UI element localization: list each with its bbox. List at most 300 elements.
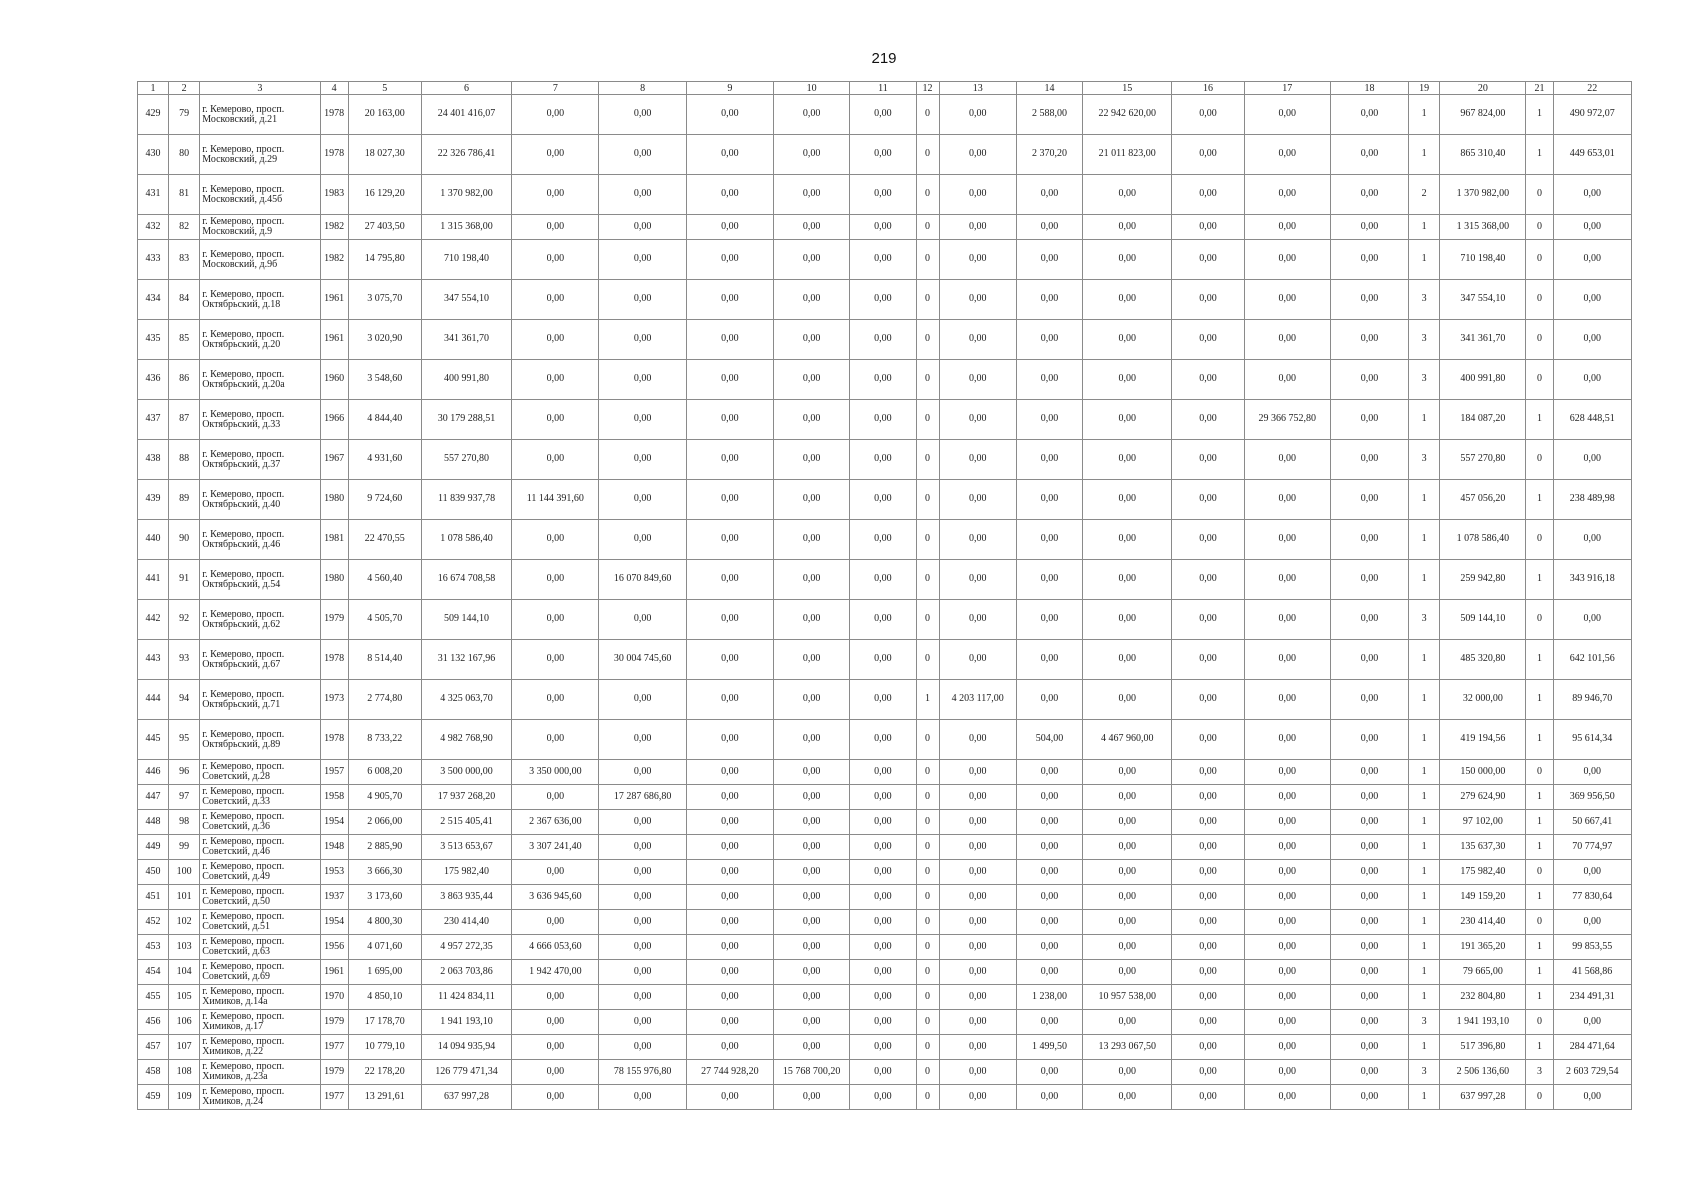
- column-header: 18: [1330, 82, 1408, 95]
- table-cell: 77 830,64: [1553, 885, 1631, 910]
- table-cell: 1: [1409, 560, 1440, 600]
- table-cell: 0,00: [1330, 680, 1408, 720]
- table-cell: 13 291,61: [348, 1085, 421, 1110]
- column-header: 7: [512, 82, 599, 95]
- table-cell: 517 396,80: [1440, 1035, 1526, 1060]
- table-cell: 446: [138, 760, 169, 785]
- table-cell: 0,00: [850, 480, 916, 520]
- table-cell: 0,00: [1083, 440, 1172, 480]
- table-cell: 11 424 834,11: [421, 985, 511, 1010]
- table-cell: 0,00: [1553, 280, 1631, 320]
- table-cell: 0,00: [1016, 560, 1082, 600]
- table-cell: 0,00: [1172, 175, 1244, 215]
- table-cell: 0: [916, 520, 939, 560]
- table-cell: 0,00: [512, 600, 599, 640]
- table-cell: 184 087,20: [1440, 400, 1526, 440]
- table-cell: 967 824,00: [1440, 95, 1526, 135]
- table-cell: 1 695,00: [348, 960, 421, 985]
- table-cell: 0,00: [850, 215, 916, 240]
- table-cell: 0,00: [1330, 175, 1408, 215]
- table-cell: 22 470,55: [348, 520, 421, 560]
- table-cell: 1983: [320, 175, 348, 215]
- column-header: 6: [421, 82, 511, 95]
- table-cell: 458: [138, 1060, 169, 1085]
- table-cell: 0,00: [1172, 885, 1244, 910]
- table-cell: 0: [916, 320, 939, 360]
- table-cell: 0,00: [850, 240, 916, 280]
- table-cell: 0,00: [1083, 360, 1172, 400]
- table-cell: 1: [1526, 935, 1553, 960]
- table-cell: 1 941 193,10: [421, 1010, 511, 1035]
- table-cell: 490 972,07: [1553, 95, 1631, 135]
- table-cell: 1: [1409, 985, 1440, 1010]
- address-cell: г. Кемерово, просп. Октябрьский, д.71: [200, 680, 320, 720]
- table-cell: 451: [138, 885, 169, 910]
- address-cell: г. Кемерово, просп. Советский, д.28: [200, 760, 320, 785]
- address-cell: г. Кемерово, просп. Октябрьский, д.33: [200, 400, 320, 440]
- table-cell: 1977: [320, 1085, 348, 1110]
- table-cell: 0: [916, 215, 939, 240]
- table-cell: 0,00: [599, 520, 686, 560]
- table-cell: 20 163,00: [348, 95, 421, 135]
- table-cell: 1: [1409, 240, 1440, 280]
- table-cell: 0,00: [1083, 480, 1172, 520]
- table-cell: 3 636 945,60: [512, 885, 599, 910]
- table-cell: 0,00: [939, 175, 1016, 215]
- table-cell: 0: [916, 240, 939, 280]
- address-cell: г. Кемерово, просп. Химиков, д.14а: [200, 985, 320, 1010]
- table-cell: 443: [138, 640, 169, 680]
- table-cell: 0,00: [599, 480, 686, 520]
- table-cell: 504,00: [1016, 720, 1082, 760]
- table-cell: 341 361,70: [1440, 320, 1526, 360]
- table-cell: 452: [138, 910, 169, 935]
- table-cell: 0,00: [512, 95, 599, 135]
- table-cell: 0,00: [1244, 885, 1330, 910]
- table-cell: 0,00: [1553, 440, 1631, 480]
- table-cell: 0: [916, 600, 939, 640]
- table-cell: 0,00: [599, 835, 686, 860]
- table-cell: 81: [169, 175, 200, 215]
- table-cell: 16 070 849,60: [599, 560, 686, 600]
- table-cell: 0,00: [1083, 1010, 1172, 1035]
- table-cell: 1980: [320, 480, 348, 520]
- address-cell: г. Кемерово, просп. Советский, д.49: [200, 860, 320, 885]
- table-cell: 0,00: [1016, 360, 1082, 400]
- table-cell: 0,00: [1244, 320, 1330, 360]
- column-header: 22: [1553, 82, 1631, 95]
- table-cell: 108: [169, 1060, 200, 1085]
- table-cell: 1: [1526, 95, 1553, 135]
- table-cell: 1: [1409, 95, 1440, 135]
- table-cell: 0,00: [1172, 680, 1244, 720]
- table-cell: 191 365,20: [1440, 935, 1526, 960]
- table-cell: 0,00: [1244, 960, 1330, 985]
- table-cell: 0,00: [1083, 960, 1172, 985]
- table-cell: 109: [169, 1085, 200, 1110]
- table-cell: 8 733,22: [348, 720, 421, 760]
- address-cell: г. Кемерово, просп. Московский, д.29: [200, 135, 320, 175]
- table-cell: 0,00: [1244, 600, 1330, 640]
- table-cell: 0,00: [686, 215, 773, 240]
- table-cell: 1 315 368,00: [421, 215, 511, 240]
- table-cell: 509 144,10: [1440, 600, 1526, 640]
- table-cell: 98: [169, 810, 200, 835]
- table-cell: 628 448,51: [1553, 400, 1631, 440]
- table-row: [138, 680, 1632, 720]
- column-header: 1: [138, 82, 169, 95]
- table-cell: 99 853,55: [1553, 935, 1631, 960]
- table-cell: 105: [169, 985, 200, 1010]
- address-cell: г. Кемерово, просп. Московский, д.21: [200, 95, 320, 135]
- table-cell: 0,00: [850, 175, 916, 215]
- table-cell: 0: [916, 1010, 939, 1035]
- table-cell: 3: [1526, 1060, 1553, 1085]
- table-cell: 0,00: [599, 860, 686, 885]
- table-cell: 3: [1409, 280, 1440, 320]
- table-cell: 0,00: [599, 760, 686, 785]
- header-row: [138, 82, 1632, 95]
- table-cell: 0,00: [1553, 360, 1631, 400]
- column-header: 21: [1526, 82, 1553, 95]
- table-cell: 21 011 823,00: [1083, 135, 1172, 175]
- table-cell: 0,00: [1172, 240, 1244, 280]
- table-cell: 0: [916, 175, 939, 215]
- table-cell: 0,00: [1330, 95, 1408, 135]
- table-cell: 1 078 586,40: [421, 520, 511, 560]
- table-cell: 1: [1526, 400, 1553, 440]
- table-cell: 1961: [320, 320, 348, 360]
- table-cell: 0,00: [686, 720, 773, 760]
- table-cell: 150 000,00: [1440, 760, 1526, 785]
- table-cell: 70 774,97: [1553, 835, 1631, 860]
- table-cell: 0,00: [1553, 600, 1631, 640]
- table-cell: 0: [916, 910, 939, 935]
- table-cell: 1978: [320, 95, 348, 135]
- table-cell: 1979: [320, 600, 348, 640]
- table-cell: 89 946,70: [1553, 680, 1631, 720]
- table-cell: 0,00: [686, 960, 773, 985]
- address-cell: г. Кемерово, просп. Октябрьский, д.54: [200, 560, 320, 600]
- table-cell: 0,00: [774, 280, 850, 320]
- table-cell: 0,00: [1172, 440, 1244, 480]
- table-cell: 0,00: [1244, 640, 1330, 680]
- table-cell: 0,00: [599, 885, 686, 910]
- table-cell: 0: [916, 835, 939, 860]
- table-cell: 453: [138, 935, 169, 960]
- table-cell: 0,00: [939, 520, 1016, 560]
- table-cell: 0,00: [1553, 240, 1631, 280]
- table-cell: 0,00: [774, 95, 850, 135]
- column-header: 4: [320, 82, 348, 95]
- table-body: [138, 95, 1632, 1110]
- table-cell: 88: [169, 440, 200, 480]
- table-cell: 0,00: [774, 560, 850, 600]
- table-cell: 0,00: [850, 910, 916, 935]
- table-cell: 437: [138, 400, 169, 440]
- table-cell: 1981: [320, 520, 348, 560]
- table-cell: 0,00: [1330, 885, 1408, 910]
- table-cell: 1: [1526, 885, 1553, 910]
- table-cell: 1: [1409, 520, 1440, 560]
- table-cell: 0,00: [939, 135, 1016, 175]
- table-cell: 0,00: [1244, 480, 1330, 520]
- table-cell: 0,00: [1083, 320, 1172, 360]
- table-cell: 1: [1526, 1035, 1553, 1060]
- table-cell: 0,00: [1083, 175, 1172, 215]
- table-cell: 2 515 405,41: [421, 810, 511, 835]
- table-cell: 0,00: [850, 720, 916, 760]
- table-cell: 400 991,80: [421, 360, 511, 400]
- column-header: 16: [1172, 82, 1244, 95]
- column-header: 3: [200, 82, 320, 95]
- table-cell: 3 350 000,00: [512, 760, 599, 785]
- table-cell: 0,00: [1172, 810, 1244, 835]
- table-cell: 0,00: [939, 480, 1016, 520]
- table-cell: 82: [169, 215, 200, 240]
- table-cell: 0,00: [1244, 810, 1330, 835]
- table-cell: 16 129,20: [348, 175, 421, 215]
- table-cell: 0: [916, 1035, 939, 1060]
- table-cell: 0,00: [850, 985, 916, 1010]
- table-cell: 0,00: [850, 360, 916, 400]
- table-cell: 0: [916, 640, 939, 680]
- table-cell: 0,00: [1083, 215, 1172, 240]
- table-cell: 0: [1526, 280, 1553, 320]
- table-cell: 0: [1526, 1010, 1553, 1035]
- table-cell: 0,00: [939, 860, 1016, 885]
- table-cell: 0,00: [1553, 320, 1631, 360]
- table-cell: 0,00: [939, 810, 1016, 835]
- table-row: [138, 640, 1632, 680]
- address-cell: г. Кемерово, просп. Октябрьский, д.18: [200, 280, 320, 320]
- table-cell: 85: [169, 320, 200, 360]
- table-row: [138, 1060, 1632, 1085]
- table-cell: 41 568,86: [1553, 960, 1631, 985]
- table-cell: 0,00: [686, 935, 773, 960]
- table-cell: 0,00: [774, 860, 850, 885]
- table-cell: 0: [1526, 760, 1553, 785]
- table-cell: 0,00: [939, 760, 1016, 785]
- table-cell: 0,00: [1244, 560, 1330, 600]
- column-header: 17: [1244, 82, 1330, 95]
- table-cell: 0,00: [1330, 560, 1408, 600]
- table-cell: 341 361,70: [421, 320, 511, 360]
- table-cell: 1: [1526, 135, 1553, 175]
- table-cell: 1: [1409, 835, 1440, 860]
- table-row: [138, 135, 1632, 175]
- table-row: [138, 810, 1632, 835]
- table-cell: 1: [1526, 480, 1553, 520]
- table-cell: 637 997,28: [1440, 1085, 1526, 1110]
- table-cell: 1: [1409, 135, 1440, 175]
- table-cell: 0,00: [512, 785, 599, 810]
- table-cell: 0,00: [1553, 860, 1631, 885]
- table-cell: 0: [916, 480, 939, 520]
- table-cell: 557 270,80: [421, 440, 511, 480]
- table-cell: 0,00: [1016, 1085, 1082, 1110]
- table-cell: 100: [169, 860, 200, 885]
- page-number: 219: [871, 50, 897, 67]
- table-cell: 0,00: [1244, 1060, 1330, 1085]
- table-cell: 1: [1409, 400, 1440, 440]
- table-cell: 11 839 937,78: [421, 480, 511, 520]
- table-cell: 0,00: [939, 600, 1016, 640]
- table-cell: 0: [1526, 910, 1553, 935]
- table-cell: 0,00: [512, 215, 599, 240]
- table-cell: 0,00: [512, 640, 599, 680]
- table-cell: 449: [138, 835, 169, 860]
- table-row: [138, 1035, 1632, 1060]
- table-cell: 347 554,10: [1440, 280, 1526, 320]
- table-cell: 0,00: [774, 810, 850, 835]
- table-cell: 0,00: [1016, 175, 1082, 215]
- table-cell: 1: [1409, 760, 1440, 785]
- table-cell: 1: [1409, 810, 1440, 835]
- table-cell: 0,00: [512, 175, 599, 215]
- table-cell: 0,00: [512, 860, 599, 885]
- table-row: [138, 280, 1632, 320]
- table-cell: 10 957 538,00: [1083, 985, 1172, 1010]
- table-cell: 0,00: [686, 560, 773, 600]
- table-cell: 4 844,40: [348, 400, 421, 440]
- table-cell: 0: [916, 960, 939, 985]
- table-cell: 0,00: [686, 785, 773, 810]
- table-cell: 1: [1526, 640, 1553, 680]
- table-cell: 0,00: [1016, 810, 1082, 835]
- table-cell: 4 957 272,35: [421, 935, 511, 960]
- table-cell: 0,00: [1553, 910, 1631, 935]
- table-cell: 0,00: [1083, 240, 1172, 280]
- address-cell: г. Кемерово, просп. Октябрьский, д.46: [200, 520, 320, 560]
- address-cell: г. Кемерово, просп. Московский, д.9: [200, 215, 320, 240]
- table-cell: 0: [1526, 520, 1553, 560]
- table-cell: 91: [169, 560, 200, 600]
- table-cell: 0,00: [1553, 1010, 1631, 1035]
- table-cell: 1: [916, 680, 939, 720]
- table-cell: 4 905,70: [348, 785, 421, 810]
- table-cell: 0,00: [774, 910, 850, 935]
- table-cell: 442: [138, 600, 169, 640]
- table-cell: 0,00: [774, 360, 850, 400]
- table-cell: 4 325 063,70: [421, 680, 511, 720]
- table-cell: 0: [916, 885, 939, 910]
- address-cell: г. Кемерово, просп. Химиков, д.23а: [200, 1060, 320, 1085]
- table-cell: 230 414,40: [1440, 910, 1526, 935]
- table-cell: 0,00: [1330, 320, 1408, 360]
- table-row: [138, 360, 1632, 400]
- table-cell: 0,00: [850, 885, 916, 910]
- table-cell: 1979: [320, 1060, 348, 1085]
- table-cell: 1966: [320, 400, 348, 440]
- table-cell: 0,00: [599, 680, 686, 720]
- table-cell: 0,00: [686, 320, 773, 360]
- table-cell: 0,00: [850, 860, 916, 885]
- table-cell: 95 614,34: [1553, 720, 1631, 760]
- table-cell: 0,00: [599, 985, 686, 1010]
- table-cell: 1: [1409, 935, 1440, 960]
- table-cell: 0,00: [939, 360, 1016, 400]
- table-cell: 0,00: [599, 960, 686, 985]
- table-cell: 0,00: [774, 785, 850, 810]
- table-cell: 0,00: [774, 215, 850, 240]
- table-row: [138, 175, 1632, 215]
- table-cell: 0,00: [1083, 560, 1172, 600]
- table-cell: 0,00: [1083, 600, 1172, 640]
- table-cell: 0,00: [1553, 175, 1631, 215]
- table-cell: 0,00: [774, 1010, 850, 1035]
- table-cell: 24 401 416,07: [421, 95, 511, 135]
- table-cell: 2 066,00: [348, 810, 421, 835]
- table-cell: 97 102,00: [1440, 810, 1526, 835]
- table-cell: 0,00: [1244, 1010, 1330, 1035]
- table-cell: 0,00: [774, 760, 850, 785]
- table-cell: 2 885,90: [348, 835, 421, 860]
- table-cell: 0,00: [1172, 1060, 1244, 1085]
- table-cell: 0,00: [939, 215, 1016, 240]
- table-cell: 1: [1409, 720, 1440, 760]
- table-cell: 0,00: [939, 95, 1016, 135]
- table-cell: 135 637,30: [1440, 835, 1526, 860]
- table-cell: 230 414,40: [421, 910, 511, 935]
- table-cell: 96: [169, 760, 200, 785]
- table-cell: 456: [138, 1010, 169, 1035]
- table-cell: 0,00: [686, 95, 773, 135]
- address-cell: г. Кемерово, просп. Советский, д.63: [200, 935, 320, 960]
- table-cell: 432: [138, 215, 169, 240]
- table-cell: 0,00: [599, 935, 686, 960]
- table-cell: 0,00: [1016, 280, 1082, 320]
- table-cell: 126 779 471,34: [421, 1060, 511, 1085]
- table-cell: 4 505,70: [348, 600, 421, 640]
- table-cell: 0,00: [599, 440, 686, 480]
- table-cell: 0: [916, 720, 939, 760]
- table-cell: 0,00: [1083, 1085, 1172, 1110]
- table-cell: 0: [916, 785, 939, 810]
- table-cell: 0,00: [774, 835, 850, 860]
- address-cell: г. Кемерово, просп. Химиков, д.22: [200, 1035, 320, 1060]
- table-cell: 0,00: [599, 175, 686, 215]
- table-cell: 1 499,50: [1016, 1035, 1082, 1060]
- table-cell: 430: [138, 135, 169, 175]
- table-cell: 0,00: [1172, 960, 1244, 985]
- table-cell: 78 155 976,80: [599, 1060, 686, 1085]
- table-cell: 0: [916, 95, 939, 135]
- table-cell: 0,00: [686, 760, 773, 785]
- table-cell: 0,00: [599, 135, 686, 175]
- table-cell: 0: [916, 560, 939, 600]
- table-cell: 27 403,50: [348, 215, 421, 240]
- table-cell: 0,00: [850, 810, 916, 835]
- table-cell: 1: [1526, 960, 1553, 985]
- table-cell: 8 514,40: [348, 640, 421, 680]
- table-cell: 89: [169, 480, 200, 520]
- table-cell: 3 173,60: [348, 885, 421, 910]
- table-cell: 0,00: [1172, 935, 1244, 960]
- table-row: [138, 1010, 1632, 1035]
- table-cell: 0,00: [1083, 785, 1172, 810]
- table-cell: 436: [138, 360, 169, 400]
- table-row: [138, 860, 1632, 885]
- address-cell: г. Кемерово, просп. Химиков, д.24: [200, 1085, 320, 1110]
- table-cell: 234 491,31: [1553, 985, 1631, 1010]
- table-cell: 710 198,40: [421, 240, 511, 280]
- table-cell: 0: [1526, 600, 1553, 640]
- table-cell: 0: [916, 810, 939, 835]
- table-cell: 0,00: [850, 280, 916, 320]
- table-cell: 0,00: [1330, 480, 1408, 520]
- table-cell: 1978: [320, 640, 348, 680]
